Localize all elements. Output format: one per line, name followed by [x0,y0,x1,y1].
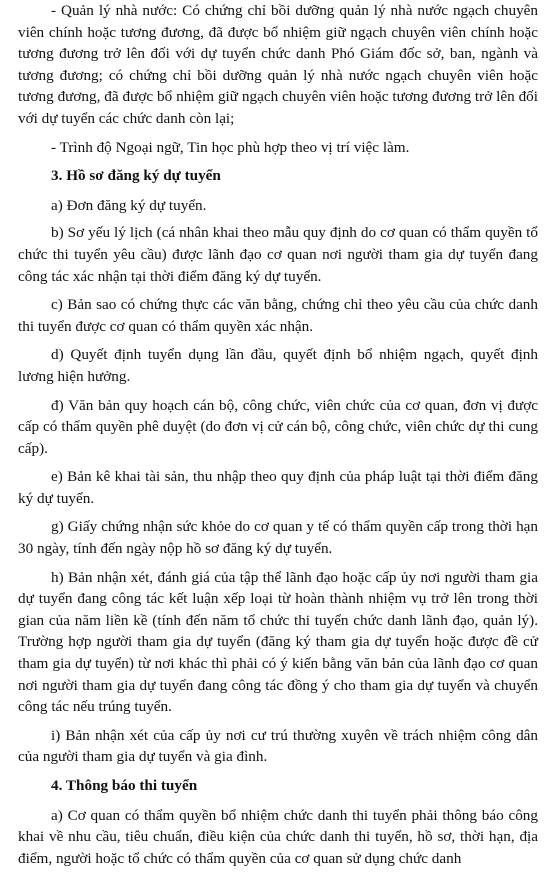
requirement-state-management: - Quản lý nhà nước: Có chứng chỉ bồi dưỡng quản lý nhà nước ngạch chuyên viên chính hoặc tương đương, đã được bổ nhiệm giữ ngạch chuyên viên chính hoặc tương đương trở lên đối với dự tuyển chức danh Phó Giám đốc sở, ban, ngành và tương đương; có chứng chỉ bồi dưỡng quản lý nhà nước ngạch chuyên viên hoặc tương đương, đã được bổ nhiệm giữ ngạch chuyên viên hoặc tương đương trở lên đối với dự tuyển các chức danh còn lại; [18,2,538,127]
item-i-residence-review: i) Bản nhận xét của cấp ủy nơi cư trú thường xuyên về trách nhiệm công dân của người tham gia dự tuyển và gia đình. [18,726,538,766]
section-4-heading: 4. Thông báo thi tuyển [51,777,198,794]
item-a-application-form: a) Đơn đăng ký dự tuyển. [51,196,207,214]
item-e-asset-declaration: e) Bản kê khai tài sản, thu nhập theo quy định của pháp luật tại thời điểm đăng ký dự tuyển. [18,468,538,507]
section-3-heading: 3. Hồ sơ đăng ký dự tuyển [51,167,221,185]
item-c-certified-copies: c) Bản sao có chứng thực các văn bằng, chứng chỉ theo yêu cầu của chức danh thi tuyển được cơ quan có thẩm quyền xác nhận. [18,296,538,335]
item-g-health-certificate: g) Giấy chứng nhận sức khỏe do cơ quan y tế có thẩm quyền cấp trong thời hạn 30 ngày, tính đến ngày nộp hồ sơ đăng ký dự tuyển. [18,518,538,558]
document-page [18,0,538,876]
item-h-evaluation: h) Bản nhận xét, đánh giá của tập thể lãnh đạo hoặc cấp ủy nơi người tham gia dự tuyển đang công tác kết luận xếp loại từ hoàn thành nhiệm vụ trở lên trong thời gian của năm liền kề (tính đến năm tổ chức thi tuyển chức danh lãnh đạo, quản lý). Trường hợp người tham gia dự tuyển (đăng ký tham gia dự tuyển hoặc được đề cử tham gia dự tuyển) từ nơi khác thì phải có ý kiến bằng văn bản của lãnh đạo cơ quan nơi người tham gia dự tuyển đang công tác đồng ý cho tham gia dự tuyển và chuyển công tác nếu trúng tuyển. [18,568,538,716]
item-d-recruitment-decision: d) Quyết định tuyển dụng lần đầu, quyết định bổ nhiệm ngạch, quyết định lương hiện hưởng. [18,346,538,385]
item-b-resume: b) Sơ yếu lý lịch (cá nhân khai theo mẫu quy định do cơ quan có thẩm quyền tổ chức thi tuyển yêu cầu) được lãnh đạo cơ quan nơi người tham gia dự tuyển đang công tác xác nhận tại thời điểm đăng ký dự tuyển. [18,224,538,285]
item-a-public-notice: a) Cơ quan có thẩm quyền bổ nhiệm chức danh thi tuyển phải thông báo công khai về nhu cầu, tiêu chuẩn, điều kiện của chức danh thi tuyển, hồ sơ, thời hạn, địa điểm, người hoặc tổ chức có thẩm quyền của cơ quan sử dụng chức danh [18,806,538,867]
item-dd-planning-document: đ) Văn bản quy hoạch cán bộ, công chức, viên chức của cơ quan, đơn vị được cấp có thẩm quyền phê duyệt (do đơn vị cử cán bộ, công chức, viên chức dự thi cung cấp). [18,396,538,457]
requirement-language-it: - Trình độ Ngoại ngữ, Tin học phù hợp theo vị trí việc làm. [51,138,410,156]
